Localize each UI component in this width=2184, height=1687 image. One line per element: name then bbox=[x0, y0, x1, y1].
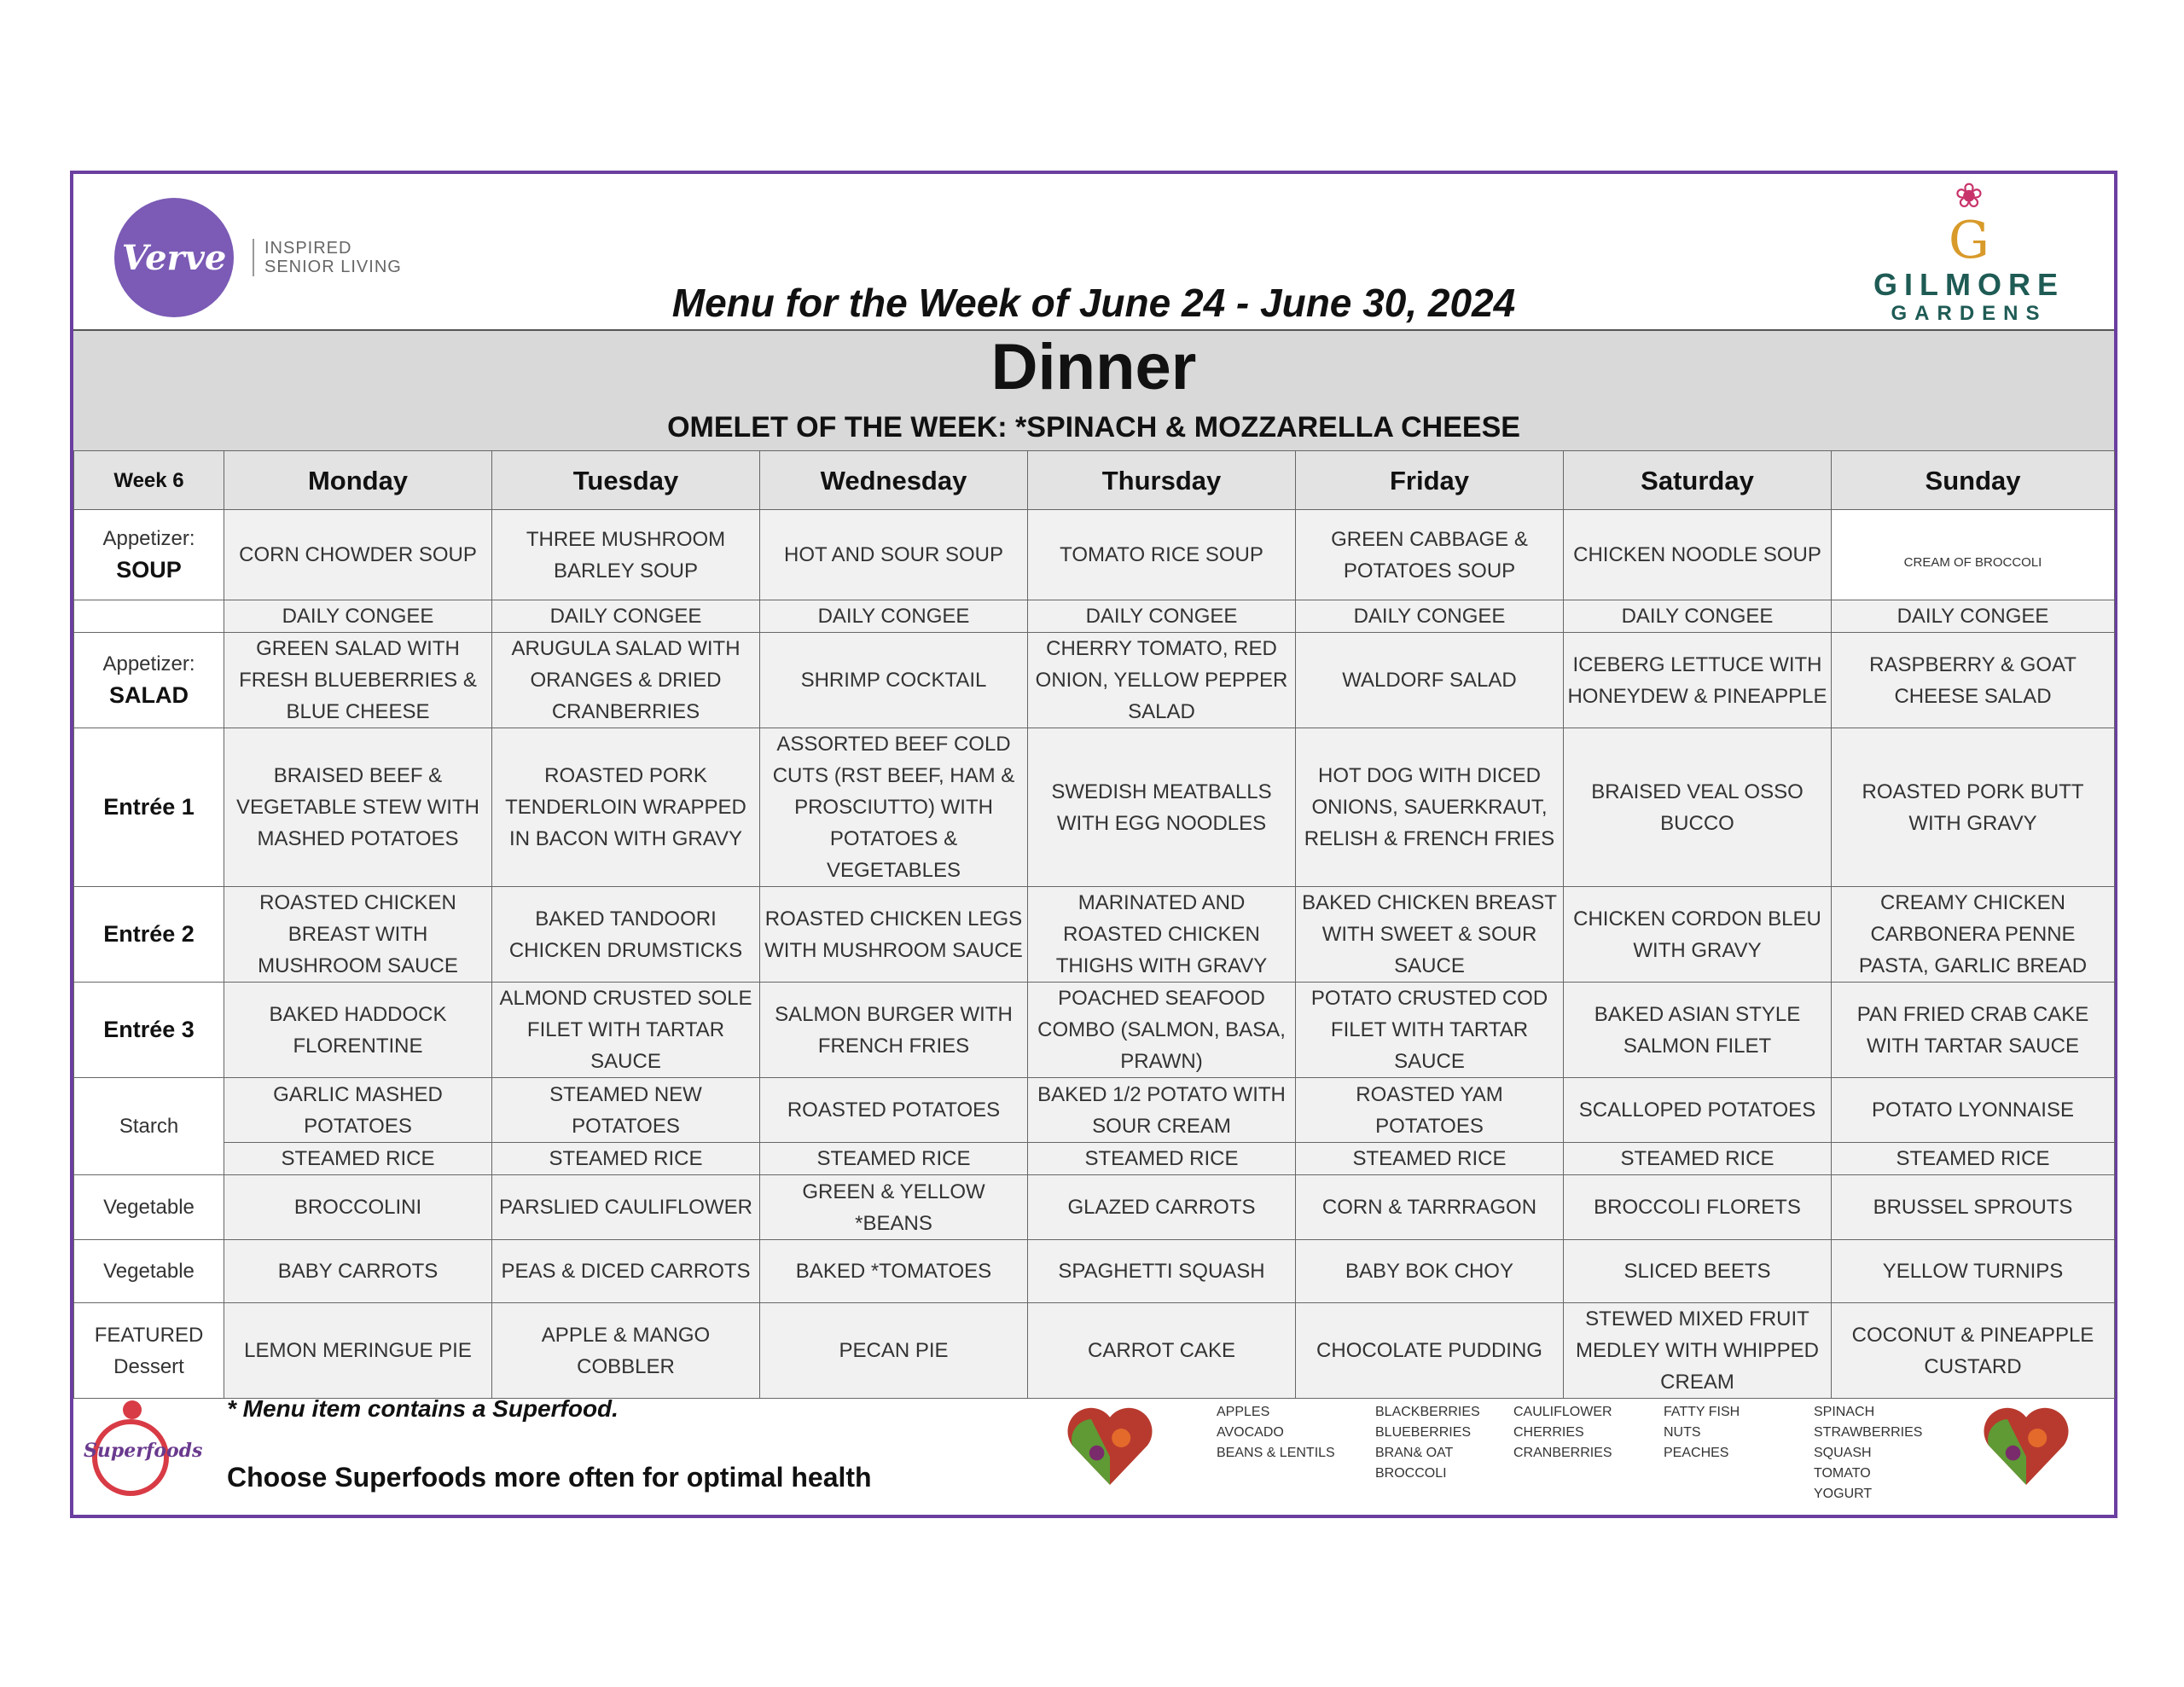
menu-cell: BAKED 1/2 POTATO WITH SOUR CREAM bbox=[1028, 1078, 1296, 1143]
superfoods-logo-text: Superfoods bbox=[84, 1440, 203, 1462]
superfood-item: APPLES bbox=[1217, 1405, 1270, 1419]
menu-cell: CHOCOLATE PUDDING bbox=[1296, 1303, 1564, 1399]
menu-cell: THREE MUSHROOM BARLEY SOUP bbox=[492, 510, 760, 600]
menu-cell: CREAMY CHICKEN CARBONERA PENNE PASTA, GARLIC BREAD bbox=[1832, 887, 2115, 983]
menu-cell: BRAISED VEAL OSSO BUCCO bbox=[1564, 728, 1832, 887]
menu-cell: TOMATO RICE SOUP bbox=[1028, 510, 1296, 600]
row-label-top: FEATURED bbox=[94, 1323, 204, 1347]
menu-cell: DAILY CONGEE bbox=[492, 600, 760, 633]
table-row bbox=[74, 1078, 2115, 1143]
superfood-note: * Menu item contains a Superfood. bbox=[227, 1395, 619, 1422]
table-row bbox=[74, 510, 2115, 600]
day-header-row bbox=[74, 451, 2115, 510]
menu-cell: SLICED BEETS bbox=[1564, 1240, 1832, 1303]
superfood-item: PEACHES bbox=[1664, 1446, 1729, 1460]
menu-cell: BAKED *TOMATOES bbox=[760, 1240, 1028, 1303]
superfood-item: CHERRIES bbox=[1513, 1425, 1584, 1440]
table-row bbox=[74, 633, 2115, 728]
menu-cell: SCALLOPED POTATOES bbox=[1564, 1078, 1832, 1143]
menu-cell: MARINATED AND ROASTED CHICKEN THIGHS WITH GRAVY bbox=[1028, 887, 1296, 983]
menu-cell: WALDORF SALAD bbox=[1296, 633, 1564, 728]
menu-cell: PECAN PIE bbox=[760, 1303, 1028, 1399]
menu-cell: STEAMED RICE bbox=[1028, 1143, 1296, 1175]
menu-cell: CHERRY TOMATO, RED ONION, YELLOW PEPPER SALAD bbox=[1028, 633, 1296, 728]
superfood-item: FATTY FISH bbox=[1664, 1405, 1740, 1419]
day-header: Monday bbox=[224, 451, 492, 510]
row-label-bold: Entrée 2 bbox=[103, 920, 195, 947]
menu-cell: GARLIC MASHED POTATOES bbox=[224, 1078, 492, 1143]
menu-cell: APPLE & MANGO COBBLER bbox=[492, 1303, 760, 1399]
superfood-item: YOGURT bbox=[1814, 1487, 1873, 1501]
menu-cell: PARSLIED CAULIFLOWER bbox=[492, 1175, 760, 1240]
day-header: Friday bbox=[1296, 451, 1564, 510]
menu-cell: GREEN & YELLOW *BEANS bbox=[760, 1175, 1028, 1240]
superfood-item: SPINACH bbox=[1814, 1405, 1875, 1419]
superfood-item: BROCCOLI bbox=[1375, 1466, 1447, 1481]
menu-cell: PAN FRIED CRAB CAKE WITH TARTAR SAUCE bbox=[1832, 983, 2115, 1078]
week-label: Week 6 bbox=[74, 451, 224, 510]
menu-cell: ROASTED PORK TENDERLOIN WRAPPED IN BACON WITH GRAVY bbox=[492, 728, 760, 887]
verve-tagline bbox=[253, 239, 402, 276]
menu-cell: GREEN CABBAGE & POTATOES SOUP bbox=[1296, 510, 1564, 600]
superfood-item: CAULIFLOWER bbox=[1513, 1405, 1612, 1419]
menu-cell: BAKED TANDOORI CHICKEN DRUMSTICKS bbox=[492, 887, 760, 983]
menu-cell: BAKED ASIAN STYLE SALMON FILET bbox=[1564, 983, 1832, 1078]
superfood-item: NUTS bbox=[1664, 1425, 1701, 1440]
menu-cell: RASPBERRY & GOAT CHEESE SALAD bbox=[1832, 633, 2115, 728]
row-label bbox=[74, 887, 224, 983]
menu-cell: SPAGHETTI SQUASH bbox=[1028, 1240, 1296, 1303]
fruit-heart-icon bbox=[1979, 1400, 2073, 1494]
menu-cell: ROASTED CHICKEN LEGS WITH MUSHROOM SAUCE bbox=[760, 887, 1028, 983]
menu-cell: GLAZED CARROTS bbox=[1028, 1175, 1296, 1240]
menu-cell: CARROT CAKE bbox=[1028, 1303, 1296, 1399]
superfood-item: BEANS & LENTILS bbox=[1217, 1446, 1335, 1460]
superfoods-logo bbox=[84, 1397, 203, 1499]
flower-icon: ❀ bbox=[1955, 177, 1984, 215]
superfood-item: BRAN& OAT bbox=[1375, 1446, 1454, 1460]
menu-cell: BRUSSEL SPROUTS bbox=[1832, 1175, 2115, 1240]
row-label-top: Vegetable bbox=[103, 1196, 195, 1219]
row-label-bold: SOUP bbox=[116, 557, 182, 583]
row-label-top: Appetizer: bbox=[102, 527, 195, 550]
week-title: Menu for the Week of June 24 - June 30, 2024 bbox=[671, 281, 1516, 325]
menu-cell: BAKED HADDOCK FLORENTINE bbox=[224, 983, 492, 1078]
menu-cell: CORN & TARRRAGON bbox=[1296, 1175, 1564, 1240]
menu-cell: STEWED MIXED FRUIT MEDLEY WITH WHIPPED CREAM bbox=[1564, 1303, 1832, 1399]
row-label bbox=[74, 1303, 224, 1399]
superfood-choose: Choose Superfoods more often for optimal health bbox=[227, 1462, 872, 1493]
menu-cell: DAILY CONGEE bbox=[1564, 600, 1832, 633]
omelet-of-the-week: OMELET OF THE WEEK: *SPINACH & MOZZARELLA CHEESE bbox=[73, 404, 2114, 452]
fruit-heart-icon bbox=[1063, 1400, 1157, 1494]
table-row bbox=[74, 1175, 2115, 1240]
row-label-bold: SALAD bbox=[109, 682, 189, 708]
row-label-bold: Entrée 1 bbox=[103, 793, 195, 820]
row-label bbox=[74, 633, 224, 728]
row-label-bottom: Dessert bbox=[113, 1354, 184, 1378]
superfoods-footer bbox=[73, 1388, 2114, 1515]
verve-tagline-line1: INSPIRED bbox=[264, 239, 352, 258]
table-row bbox=[74, 887, 2115, 983]
menu-cell: CHICKEN CORDON BLEU WITH GRAVY bbox=[1564, 887, 1832, 983]
menu-cell: BABY BOK CHOY bbox=[1296, 1240, 1564, 1303]
table-row bbox=[74, 983, 2115, 1078]
row-label bbox=[74, 1078, 224, 1175]
row-label bbox=[74, 1175, 224, 1240]
menu-cell: SWEDISH MEATBALLS WITH EGG NOODLES bbox=[1028, 728, 1296, 887]
menu-cell: BABY CARROTS bbox=[224, 1240, 492, 1303]
menu-cell: POTATO LYONNAISE bbox=[1832, 1078, 2115, 1143]
menu-cell: HOT DOG WITH DICED ONIONS, SAUERKRAUT, RELISH & FRENCH FRIES bbox=[1296, 728, 1564, 887]
menu-cell: COCONUT & PINEAPPLE CUSTARD bbox=[1832, 1303, 2115, 1399]
table-row bbox=[74, 1303, 2115, 1399]
menu-cell: BAKED CHICKEN BREAST WITH SWEET & SOUR SAUCE bbox=[1296, 887, 1564, 983]
menu-cell: SHRIMP COCKTAIL bbox=[760, 633, 1028, 728]
menu-cell: DAILY CONGEE bbox=[224, 600, 492, 633]
superfood-item: TOMATO bbox=[1814, 1466, 1871, 1481]
menu-cell: STEAMED RICE bbox=[1296, 1143, 1564, 1175]
menu-cell: STEAMED NEW POTATOES bbox=[492, 1078, 760, 1143]
superfood-item: BLUEBERRIES bbox=[1375, 1425, 1472, 1440]
menu-frame bbox=[70, 171, 2117, 1518]
superfood-item: AVOCADO bbox=[1217, 1425, 1284, 1440]
verve-logo-text: Verve bbox=[121, 237, 227, 278]
menu-cell: YELLOW TURNIPS bbox=[1832, 1240, 2115, 1303]
row-label-top: Vegetable bbox=[103, 1260, 195, 1283]
row-label-top: Starch bbox=[119, 1115, 179, 1138]
menu-cell bbox=[1832, 510, 2115, 600]
menu-cell: STEAMED RICE bbox=[1832, 1143, 2115, 1175]
row-label bbox=[74, 1240, 224, 1303]
table-row bbox=[74, 1143, 2115, 1175]
table-row bbox=[74, 728, 2115, 887]
menu-cell: BROCCOLINI bbox=[224, 1175, 492, 1240]
menu-cell: ALMOND CRUSTED SOLE FILET WITH TARTAR SAUCE bbox=[492, 983, 760, 1078]
menu-cell: ROASTED YAM POTATOES bbox=[1296, 1078, 1564, 1143]
superfood-item: SQUASH bbox=[1814, 1446, 1872, 1460]
menu-cell: HOT AND SOUR SOUP bbox=[760, 510, 1028, 600]
superfood-list-col5 bbox=[1814, 1402, 1922, 1504]
menu-cell: ARUGULA SALAD WITH ORANGES & DRIED CRANBERRIES bbox=[492, 633, 760, 728]
menu-cell: BROCCOLI FLORETS bbox=[1564, 1175, 1832, 1240]
menu-cell: POACHED SEAFOOD COMBO (SALMON, BASA, PRAWN) bbox=[1028, 983, 1296, 1078]
menu-cell: ICEBERG LETTUCE WITH HONEYDEW & PINEAPPLE bbox=[1564, 633, 1832, 728]
day-header: Wednesday bbox=[760, 451, 1028, 510]
superfood-list-col3 bbox=[1513, 1402, 1612, 1464]
menu-cell: DAILY CONGEE bbox=[1028, 600, 1296, 633]
menu-cell: POTATO CRUSTED COD FILET WITH TARTAR SAUCE bbox=[1296, 983, 1564, 1078]
day-header: Tuesday bbox=[492, 451, 760, 510]
day-header: Sunday bbox=[1832, 451, 2115, 510]
superfood-item: STRAWBERRIES bbox=[1814, 1425, 1923, 1440]
menu-cell: LEMON MERINGUE PIE bbox=[224, 1303, 492, 1399]
menu-cell: CHICKEN NOODLE SOUP bbox=[1564, 510, 1832, 600]
menu-cell: DAILY CONGEE bbox=[1296, 600, 1564, 633]
menu-cell: CORN CHOWDER SOUP bbox=[224, 510, 492, 600]
table-row bbox=[74, 1240, 2115, 1303]
day-header: Saturday bbox=[1564, 451, 1832, 510]
gg-monogram-icon: G bbox=[1949, 211, 1989, 270]
row-label-bold: Entrée 3 bbox=[103, 1016, 195, 1042]
menu-cell: STEAMED RICE bbox=[1564, 1143, 1832, 1175]
menu-cell: GREEN SALAD WITH FRESH BLUEBERRIES & BLUE CHEESE bbox=[224, 633, 492, 728]
row-label bbox=[74, 600, 224, 633]
menu-cell: PEAS & DICED CARROTS bbox=[492, 1240, 760, 1303]
superfood-item: BLACKBERRIES bbox=[1375, 1405, 1480, 1419]
menu-cell: STEAMED RICE bbox=[760, 1143, 1028, 1175]
verve-tagline-line2: SENIOR LIVING bbox=[264, 258, 402, 276]
menu-cell: ROASTED CHICKEN BREAST WITH MUSHROOM SAUCE bbox=[224, 887, 492, 983]
row-label-top: Appetizer: bbox=[102, 652, 195, 675]
table-row bbox=[74, 600, 2115, 633]
menu-cell: STEAMED RICE bbox=[492, 1143, 760, 1175]
menu-cell: ROASTED POTATOES bbox=[760, 1078, 1028, 1143]
menu-table bbox=[73, 450, 2115, 1399]
superfood-list-col2 bbox=[1375, 1402, 1480, 1484]
meal-title: Dinner bbox=[73, 329, 2114, 406]
superfood-list-col4 bbox=[1664, 1402, 1740, 1464]
menu-cell: DAILY CONGEE bbox=[1832, 600, 2115, 633]
row-label bbox=[74, 728, 224, 887]
sunday-soup-note: CREAM OF BROCCOLI bbox=[1903, 554, 2042, 570]
menu-cell: ROASTED PORK BUTT WITH GRAVY bbox=[1832, 728, 2115, 887]
superfood-list-col1 bbox=[1217, 1402, 1335, 1464]
menu-cell: ASSORTED BEEF COLD CUTS (RST BEEF, HAM & PROSCIUTTO) WITH POTATOES & VEGETABLES bbox=[760, 728, 1028, 887]
menu-cell: BRAISED BEEF & VEGETABLE STEW WITH MASHED POTATOES bbox=[224, 728, 492, 887]
superfood-item: CRANBERRIES bbox=[1513, 1446, 1612, 1460]
menu-cell: STEAMED RICE bbox=[224, 1143, 492, 1175]
gilmore-line1: GILMORE bbox=[1873, 267, 2065, 302]
menu-cell: DAILY CONGEE bbox=[760, 600, 1028, 633]
row-label bbox=[74, 510, 224, 600]
row-label bbox=[74, 983, 224, 1078]
apple-icon bbox=[123, 1400, 142, 1419]
day-header: Thursday bbox=[1028, 451, 1296, 510]
gilmore-line2: GARDENS bbox=[1891, 302, 2048, 325]
menu-cell: SALMON BURGER WITH FRENCH FRIES bbox=[760, 983, 1028, 1078]
